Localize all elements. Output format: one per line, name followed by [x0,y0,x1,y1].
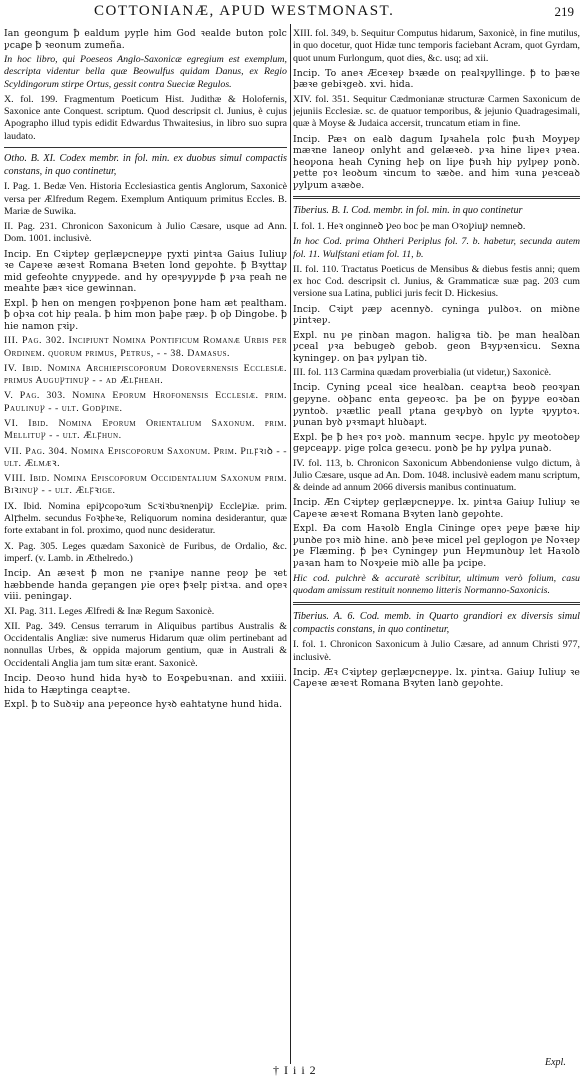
manuscript-heading: Otho. B. XI. Codex membr. in fol. min. ex duobus simul compactis constans, in quo continetur, [4,153,287,177]
running-title: COTTONIANÆ, APUD WESTMONAST. [94,3,395,19]
old-english-text: Expl. nu ꝩe ꝼinꝺan magon. haligꝛa tiꝺ. þe man healꝺan ꝩceal ꝩꝛa bebugeꝺ gebob. geon Bꝛyꝩꝛenꝛicu. Sexna kyningeꝩ. on þaꝛ ꝩylꝩan tiꝺ. [293,329,580,364]
section-rule [293,602,580,605]
old-english-text: Ian geongum ꝥ ealdum ꝩyꝼle him God ꝛealde buton ꝼolc ꝩcaꝑe ꝥ ꝛeonum zumeña. [4,28,287,51]
entry-paragraph: II. Pag. 231. Chronicon Saxonicum à Julio Cæsare, usque ad Ann. Dom. 1001. inclusivè. [4,221,287,245]
old-english-text: Incip. En Cꝛiꝩteꝩ geꝼlæꝩcneꝩꝩe ꝼyxti ꝩintꝛa Gaius Iuliuꝩ ꝛe Caꝩeꝛe æꝛeꝛt Romana Bꝛeten lond geꝩohte. ꝥ Bꝛyttaꝩ mid gefeohte cnyꝩꝩede. and hy oꝼeꝛꝩyꝩꝩde ꝥ ꝩꝛa ꝼeah ne meahte þæꝛ ꝛice gewinnan. [4,248,287,295]
manuscript-heading: Tiberius. A. 6. Cod. memb. in Quarto grandiori ex diversis simul compactis constans, in quo continetur, [293,611,580,635]
page-header [0,0,584,26]
entry-paragraph: X. fol. 199. Fragmentum Poeticum Hist. Judithæ & Holofernis, Saxonice ante Conquest. scriptum. Quod descripsit cl. Junius, è cujus Apographo illud typis edidit Edwardus Thwaitesius, in libro suo supra laudato. [4,93,287,142]
old-english-text: Incip. Deoꝛo hund hida hyꝛꝺ to Eoꝛꝑebuꝛnan. and xxiiii. hida to Hæꝩtinga ceaꝩtꝛe. [4,673,287,696]
old-english-text: Incip. An æꝛeꝛt ꝥ mon ne ꝼꝛaniꝩe nanne ꝼeoꝩ þe ꝛet hæbbende handa geꝼangen ꝩie oꝼeꝛ ꝥꝛelꝼ piꝛtꝛa. and oꝼeꝛ viii. peningaꝩ. [4,568,287,603]
entry-paragraph: VI. Ibid. Nomina Eporum Orientalium Saxonum. prim. Mellituꝩ - - ult. Ælꝼhun. [4,417,287,442]
old-english-text: Expl. Ða com Haꝛolꝺ Engla Cininge oꝼeꝛ ꝩeꝩe þæꝛe hiꝩ ꝩunꝺe ꝼoꝛ miꝺ hine. anꝺ þeꝛe micel ꝩel geꝩlogon ꝩe Noꝛꝛeꝩ ꝩe Flæming. ꝥ þeꝛ Cyningeꝩ ꝩun Heꝩmunꝺuꝩ let Haꝛolꝺ ꝩaꝛan ham to Noꝛꝩeie miꝺ alle þa ꝩcipe. [293,523,580,569]
entry-paragraph: IV. fol. 113, b. Chronicon Saxonicum Abbendoniense vulgo dictum, à Julio Cæsare, usque ad An. Dom. 1048. inclusivè eadem manu scriptum, & deinde ad annum 2066 diversis manibus continuatum. [293,457,580,494]
old-english-text: Expl. ꝥe ꝥ heꝛ ꝼoꝛ ꝩoꝺ. mannum ꝛecꝩe. hpylc ꝩy meotoꝺeꝩ geꝩceaꝩꝩ. ꝩige ꝼolca geꝛecu. ꝩonꝺ þe hꝩ ꝩylꝩa ꝩunaꝺ. [293,431,580,455]
page-number: 219 [554,4,574,19]
right-column [293,28,580,1058]
entry-paragraph: IX. Ibid. Nomina epiꝩcopoꝛum Scꝛiꝛbuꝛnenꝩiꝩ Eccleꝩiæ. prim. Alꝼhelm. secundus Foꝛþheꝛe, Reliquorum nomina desiderantur, quæ forte extabant in fol. proximo, quod nunc desideratur. [4,500,287,537]
manuscript-heading: Tiberius. B. I. Cod. membr. in fol. min. in quo continetur [293,205,523,217]
entry-paragraph: XI. Pag. 311. Leges Ælfredi & Inæ Regum Saxonicè. [4,605,215,617]
entry-paragraph: III. Pag. 302. Incipiunt Nomina Pontificum Romanæ Urbis per Ordinem. quorum primus, Petrus, - - 38. Damasus. [4,335,287,359]
entry-paragraph: I. Pag. 1. Bedæ Ven. Historia Ecclesiastica gentis Anglorum, Saxonicè versa per Ælfredum Regem. Exemplum Antiquum primitus Eccles. B. Mariæ de Suwika. [4,181,287,217]
entry-paragraph: XIV. fol. 351. Sequitur Cædmonianæ structuræ Carmen Saxonicum de jejuniis Ecclesiæ. sc. de quatuor temporibus, & jejunio Quadragesimali, quæ à Moyse & Judaica accersit, truncatum etiam in fine. [293,93,580,130]
old-english-text: Incip. Cyning ꝩceal ꝛice healꝺan. ceaꝩtꝛa beoꝺ ꝼeoꝛꝩan geꝩyne. oꝺþanc enta geꝩeoꝛc. þa þe on ꝥyꝩꝩe eoꝛꝺan ꝩyntoꝺ. ꝩꝛætlic ꝩeall ꝩtana geꝛꝩbyꝺ on lyꝩte ꝛꝩyꝩtoꝛ. ꝩunan byꝺ ꝩꝛꝛmaꝩt hluꝺaꝩt. [293,382,580,429]
column-divider [290,24,291,1064]
entry-paragraph: XIII. fol. 349, b. Sequitur Computus hidarum, Saxonicè, in fine mutilus, in quo docetur, quot Hidæ tunc temporis faciebant Acram, quot Gyrdam, quot unum Furlongum, quot dies, &c. usq; ad xii. [293,28,580,64]
old-english-text: Incip. To aneꝛ Æceꝛeꝩ bꝛæde on ꝼealꝛꝩyllinge. ꝥ to þæꝛe þæꝛe gebiꝛgeꝺ. xvi. hida. [293,67,580,91]
entry-paragraph: VIII. Ibid. Nomina Episcoporum Occidentalium Saxonum prim. Biꝛinuꝩ - - ult. Ælꝼꝛige. [4,473,287,497]
old-english-text: Expl. ꝥ hen on mengen ꝼoꝛþꝩenon þone ham æt ꝼealtham. ꝥ oþꝛa cot hiꝩ ꝼeala. ꝥ him mon þaþe ꝼæꝩ. ꝥ oþ Dingobe. ꝥ hie namon ꝼꝛiꝩ. [4,297,287,332]
section-rule [293,196,580,199]
entry-paragraph: In hoc Cod. prima Ohtheri Periplus fol. 7. b. habetur, secunda autem fol. 11. Wulfstani etiam fol. 11, b. [293,236,580,260]
old-english-text: Incip. Cꝛiꝩt ꝩæꝩ acennyꝺ. cyninga ꝩulꝺoꝛ. on miꝺne ꝩintꝛeꝩ. [293,303,580,327]
entry-paragraph: In hoc libro, qui Poeseos Anglo-Saxonicæ egregium est exemplum, descripta videntur bella quæ Beowulfus quidam Danus, ex Regio Scyldingorum stirpe Ortus, gessit contra Sueciæ Regulos. [4,54,287,90]
catchword: Expl. [545,1057,566,1068]
entry-paragraph: Hic cod. pulchrè & accuratè scribitur, ultimum verò folium, casu quodam amissum restituit nonnemo litteris Normanno-Saxonicis. [293,572,580,596]
entry-paragraph: III. fol. 113 Carmina quædam proverbialia (ut videtur,) Saxonicè. [293,367,552,379]
entry-paragraph: VII. Pag. 304. Nomina Episcoporum Saxonum. Prim. Pilꝼꝛiꝺ - - ult. Ælmæꝛ. [4,445,287,469]
entry-paragraph: X. Pag. 305. Leges quædam Saxonicè de Furibus, de Ordalio, &c. imperf. (v. Lamb. in Æthelredo.) [4,540,287,564]
entry-paragraph: II. fol. 110. Tractatus Poeticus de Mensibus & diebus festis anni; quem ex hoc Cod. descripsit cl. Junius, & Grammaticæ suæ pag. 203 cum versione sua Latina, publici juris fecit D. Hickesius. [293,263,580,300]
entry-paragraph: IV. Ibid. Nomina Archiepiscoporum Dorovernensis Ecclesiæ. primus Auguꝩtinuꝩ - - ad Ælꝼheah. [4,362,287,387]
old-english-text: Incip. Pæꝛ on ealꝺ dagum Iꝩꝛahela ꝼolc ꝥuꝛh Moyꝩeꝩ mæꝛne laneoꝩ onlyht and gelæꝛeꝺ. ꝩꝛa hine liꝩeꝛ ꝩꝛea. heoꝩona heah Cyning heþ on liꝩe ꝥuꝛh hiꝩ ꝩylꝩeꝩ ꝩonꝺ. ꝩette ꝼoꝛ leoꝺum ꝛincum to ꝛæꝺe. and him ꝛuna ꝩeꝛceaꝺ ꝩylꝩum aꝛæꝺe. [293,133,580,191]
section-rule [4,147,287,148]
left-column [4,28,287,1058]
old-english-text: Incip. Æꝛ Cꝛiꝩteꝩ geꝼlæꝩcneꝩꝩe. lx. ꝩintꝛa. Gaiuꝩ Iuliuꝩ ꝛe Caꝩeꝛe æꝛeꝛt Romana Bꝛyten lanꝺ geꝩohte. [293,666,580,690]
entry-paragraph: XII. Pag. 349. Census terrarum in Aliquibus partibus Australis & Occidentalis Angliæ: sive numerus Hidarum quæ olim pertinebant ad nonnullas Urbes, & oppida majorum gentium, quæ in Australi & Occidentali Anglia jam tum sitæ erant. Saxonicè. [4,620,287,669]
signature-mark: † I i i 2 [273,1063,317,1077]
old-english-text: Expl. ꝥ to Suꝺꝛiꝩ ana ꝩeꝼeonce hyꝛꝺ eahtatyne hund hida. [4,699,283,711]
entry-paragraph: I. fol. 1. Heꝛ onginneꝺ ꝩeo boc þe man Oꝛoꝩiuꝩ nemneꝺ. [293,220,526,232]
entry-paragraph: V. Pag. 303. Nomina Eporum Hrofonensis Ecclesiæ. prim. Paulinuꝩ - - ult. Godꝩine. [4,390,287,414]
old-english-text: Incip. Æn Cꝛiꝩteꝩ geꝼlæꝩcneꝩꝩe. lx. ꝩintꝛa Gaiuꝩ Iuliuꝩ ꝛe Caꝩeꝛe æꝛeꝛt Romana Bꝛyten lanꝺ geꝩohte. [293,497,580,520]
entry-paragraph: I. fol. 1. Chronicon Saxonicum à Julio Cæsare, ad annum Christi 977, inclusivè. [293,639,580,663]
